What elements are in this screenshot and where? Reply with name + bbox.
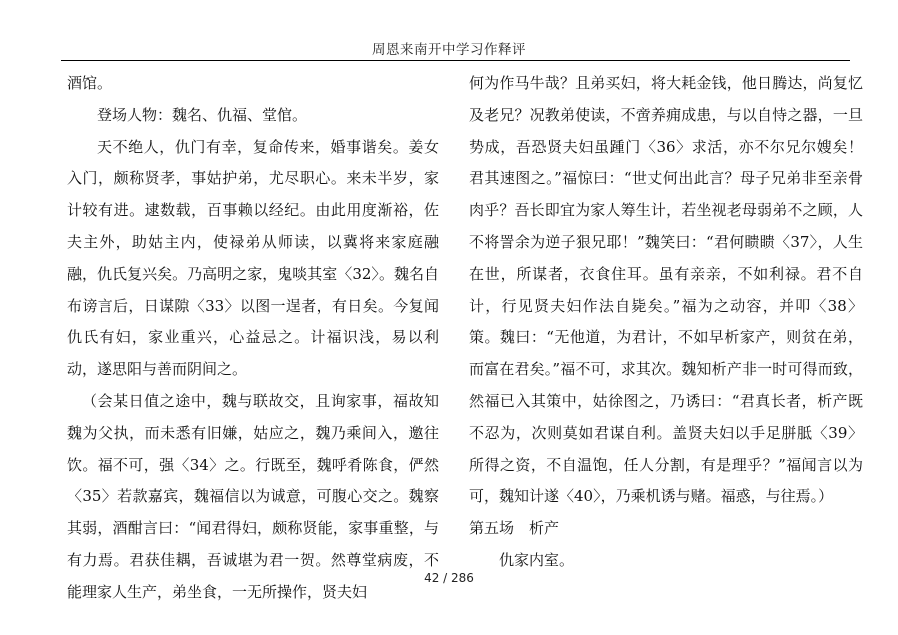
paragraph-scene-place: 酒馆。 [67, 74, 113, 92]
paragraph-dialogue-continued: 何为作马牛哉？且弟买妇，将大耗金钱，他日腾达，尚复忆及老兄？况教弟使读，不啻养痈成患，与以自恃之器，一旦势成，吾恐贤夫妇虽踵门〈36〉求活，亦不尔兄尔嫂矣！君其速图之。”福惊曰：“世丈何出此言？母子兄弟非至亲骨肉乎？吾长即宜为家人筹生计，若坐视老母弱弟不之顾，人不将詈余为逆子狠兄耶！”魏笑曰：“君何瞆瞆〈37〉，人生在世，所谋者，衣食住耳。虽有亲亲，不如利禄。君不自计，行见贤夫妇作法自毙矣。”福为之动容，并叩〈38〉策。魏曰：“无他道，为君计，不如早析家产，则贫在弟，而富在君矣。”福不可，求其次。魏知析产非一时可得而致，然福已入其策中，姑徐图之，乃诱曰：“君真长者，析产既不忍为，次则莫如君谋自利。盖贤夫妇以手足胼胝〈39〉所得之资，不自温饱，任人分割，有是理乎？”福闻言以为可，魏知计遂〈40〉，乃乘机诱与赌。福惑，与往焉。） [469, 74, 863, 506]
paragraph-scene-place-2: 仇家内室。 [499, 550, 575, 569]
right-text-column [469, 68, 863, 577]
paragraph-narrative: 天不绝人，仇门有幸，复命传来，婚事谐矣。姜女入门，颇称贤孝，事姑护弟，尤尽职心。来未半岁，家计较有进。逮数载，百事赖以经纪。由此用度渐裕，佐夫主外，助姑主内，使禄弟从师读，以冀将来家庭融融，仇氏复兴矣。乃高明之家，鬼啖其室〈32〉。魏名自布谤言后，日谋隙〈33〉以图一逞者，有日矣。今复闻仇氏有妇，家业重兴，心益忌之。计福识浅，易以利动，遂思阳与善而阴间之。 [67, 137, 439, 379]
page-number: 42 / 286 [424, 571, 474, 585]
paragraph-characters: 登场人物：魏名、仇福、堂倌。 [97, 105, 308, 124]
header-divider [61, 60, 850, 61]
paragraph-dialogue-start: （会某日值之途中，魏与联故交，且询家事，福故知魏为父执，而未悉有旧嫌，姑应之，魏乃乘间入，邀往饮。福不可，强〈34〉之。行既至，魏呼肴陈食，俨然〈35〉若款嘉宾，魏福信以为诚意，可腹心交之。魏察其弱，酒酣言曰：“闻君得妇，颇称贤能，家事重整，与有力焉。君获佳耦，吾诚堪为君一贺。然尊堂病废，不能理家人生产，弟坐食，一无所操作，贤夫妇 [67, 391, 439, 601]
scene-heading: 第五场 析产 [469, 519, 560, 538]
left-text-column [67, 68, 439, 609]
page-header-title: 周恩来南开中学习作释评 [372, 42, 526, 58]
